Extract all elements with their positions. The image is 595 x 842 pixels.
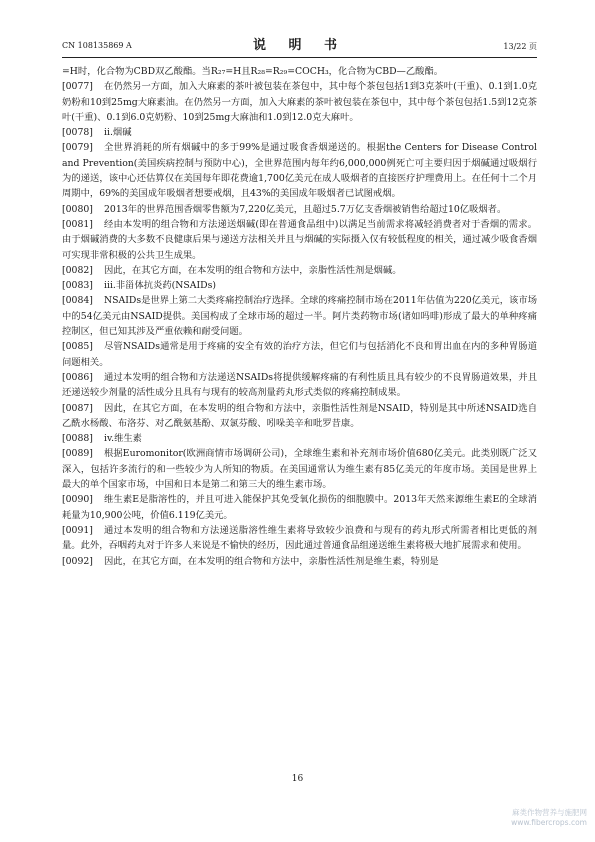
paragraph-0083 <box>62 278 537 293</box>
paragraph-0090 <box>62 492 537 523</box>
paragraph-0077 <box>62 79 537 125</box>
paragraph-text: =H时，化合物为CBD双乙酸酯。当R₂₇=H且R₂₈=R₂₉=COCH₃，化合物为CBD—乙酸酯。 <box>62 66 444 77</box>
paragraph-text: NSAIDs是世界上第二大类疼痛控制治疗选择。全球的疼痛控制市场在2011年估值为220亿美元，该市场中的54亿美元由NSAID提供。美国构成了全球市场的超过一半。阿片类药物市场(诸如吗啡)形成了最大的单种疼痛控制区，但已知其涉及严重依赖和耐受问题。 <box>62 295 537 338</box>
paragraph-number: [0084] <box>62 295 93 307</box>
paragraph-text: 全世界消耗的所有烟碱中的多于99%是通过吸食香烟递送的。根据the Centers for Disease Control and Prevention(美国疾病控制与预防中心)，全世界范围内每年约6,000,000例死亡可主要归因于烟碱通过吸烟行为的递送，该中心还估算仅在美国每年即花费逾1,700亿美元在成人吸烟者的直接医疗护理费用上。在任何十二个月周期中，69%的美国成年吸烟者想要戒烟，且43%的美国成年吸烟者已试图戒烟。 <box>62 142 537 200</box>
paragraph-number: [0089] <box>62 448 93 460</box>
paragraph-text: 在仍然另一方面，加入大麻素的茶叶被包装在茶包中，其中每个茶包包括1到3克茶叶(干重)、0.1到1.0克奶粉和10到25mg大麻素油。在仍然另一方面，加入大麻素的茶叶被包装在茶包中，其中每个茶包包括1.5到12克茶叶(干重)、0.1到6.0克奶粉、10到25mg大麻油和1.0到12.0克大麻叶。 <box>62 81 537 123</box>
paragraph-0084 <box>62 293 537 339</box>
paragraph-text: 因此，在其它方面，在本发明的组合物和方法中，亲脂性活性剂是烟碱。 <box>104 264 402 276</box>
patent-number: CN 108135869 A <box>62 41 132 50</box>
paragraph-number: [0083] <box>62 280 93 292</box>
paragraph-0091 <box>62 523 537 554</box>
paragraph-number: [0085] <box>62 341 93 353</box>
paragraph-0080 <box>62 202 537 217</box>
paragraph-text: 通过本发明的组合物和方法递送NSAIDs将提供缓解疼痛的有利性质且具有较少的不良胃肠道效果，并且还递送较少剂量的活性成分且具有与现有的较高剂量药丸形式类似的疼痛控制成果。 <box>62 371 537 399</box>
paragraph-0092 <box>62 554 537 569</box>
paragraph-number: [0077] <box>62 81 93 93</box>
paragraph-text: 2013年的世界范围香烟零售额为7,220亿美元，且超过5.7万亿支香烟被销售给超过10亿吸烟者。 <box>104 203 507 215</box>
watermark-url: www.fibercrops.com <box>511 818 587 827</box>
paragraph-text: 根据Euromonitor(欧洲商情市场调研公司)，全球维生素和补充剂市场价值680亿美元。此类别既广泛又深入，包括许多流行的和一些较少为人所知的物质。在美国通常认为维生素有85亿美元的年度市场。美国是世界上最大的单个国家市场，中国和日本是第二和第三大的维生素市场。 <box>62 448 537 491</box>
paragraph-number: [0081] <box>62 218 93 230</box>
document-body <box>62 64 537 569</box>
document-title: 说 明 书 <box>252 38 347 53</box>
section-heading: ii.烟碱 <box>104 127 132 139</box>
paragraph-0085 <box>62 339 537 370</box>
paragraph-number: [0080] <box>62 203 93 215</box>
paragraph-text: 尽管NSAIDs通常是用于疼痛的安全有效的治疗方法，但它们与包括消化不良和胃出血在内的多种胃肠道问题相关。 <box>62 341 537 368</box>
watermark-title: 麻类作物营养与施肥网 <box>512 808 587 817</box>
paragraph-0087 <box>62 401 537 432</box>
paragraph-text: 经由本发明的组合物和方法递送烟碱(即在普通食品组中)以满足当前需求将减轻消费者对于香烟的需求。由于烟碱消费的大多数不良健康后果与递送方法相关并且与烟碱的实际摄入仅有较低程度的相关，通过减少吸食香烟可实现非常积极的公共卫生成果。 <box>62 218 537 261</box>
paragraph-text: 因此，在其它方面，在本发明的组合物和方法中，亲脂性活性剂是NSAID，特别是其中所述NSAID选自乙酰水杨酸、布洛芬、对乙酰氨基酚、双氯芬酸、吲哚美辛和吡罗昔康。 <box>62 402 537 429</box>
section-heading: iii.非甾体抗炎药(NSAIDs) <box>104 280 217 292</box>
page-header <box>62 34 537 56</box>
paragraph-number: [0078] <box>62 127 93 139</box>
paragraph-number: [0086] <box>62 371 93 383</box>
paragraph-number: [0091] <box>62 524 93 536</box>
header-rule <box>62 57 537 58</box>
paragraph-number: [0082] <box>62 264 93 276</box>
page-number: 16 <box>291 774 304 784</box>
paragraph-0086 <box>62 370 537 401</box>
paragraph-0089 <box>62 446 537 492</box>
paragraph-number: [0092] <box>62 555 93 567</box>
paragraph-text: 维生素E是脂溶性的，并且可进入能保护其免受氧化损伤的细胞膜中。2013年天然来源维生素E的全球消耗量为10,900公吨，价值6.119亿美元。 <box>62 494 537 521</box>
paragraph-number: [0087] <box>62 402 93 414</box>
paragraph-0088 <box>62 431 537 446</box>
paragraph-0078 <box>62 125 537 140</box>
paragraph-number: [0079] <box>62 142 93 154</box>
paragraph-number: [0088] <box>62 433 93 445</box>
paragraph-text: 因此，在其它方面，在本发明的组合物和方法中，亲脂性活性剂是维生素，特别是 <box>104 555 439 567</box>
watermark <box>511 808 587 828</box>
paragraph-0079 <box>62 140 537 201</box>
page-of-total: 13/22 页 <box>503 42 537 51</box>
paragraph-0081 <box>62 217 537 263</box>
paragraph-text: 通过本发明的组合物和方法递送脂溶性维生素将导致较少浪费和与现有的药丸形式所需者相比更低的剂量。此外，吞咽药丸对于许多人来说是不愉快的经历，因此通过普通食品组递送维生素将极大地扩展需求和使用。 <box>62 524 537 552</box>
section-heading: iv.维生素 <box>104 433 142 445</box>
paragraph-0082 <box>62 263 537 278</box>
paragraph-number: [0090] <box>62 494 93 506</box>
paragraph-continuation <box>62 64 537 79</box>
